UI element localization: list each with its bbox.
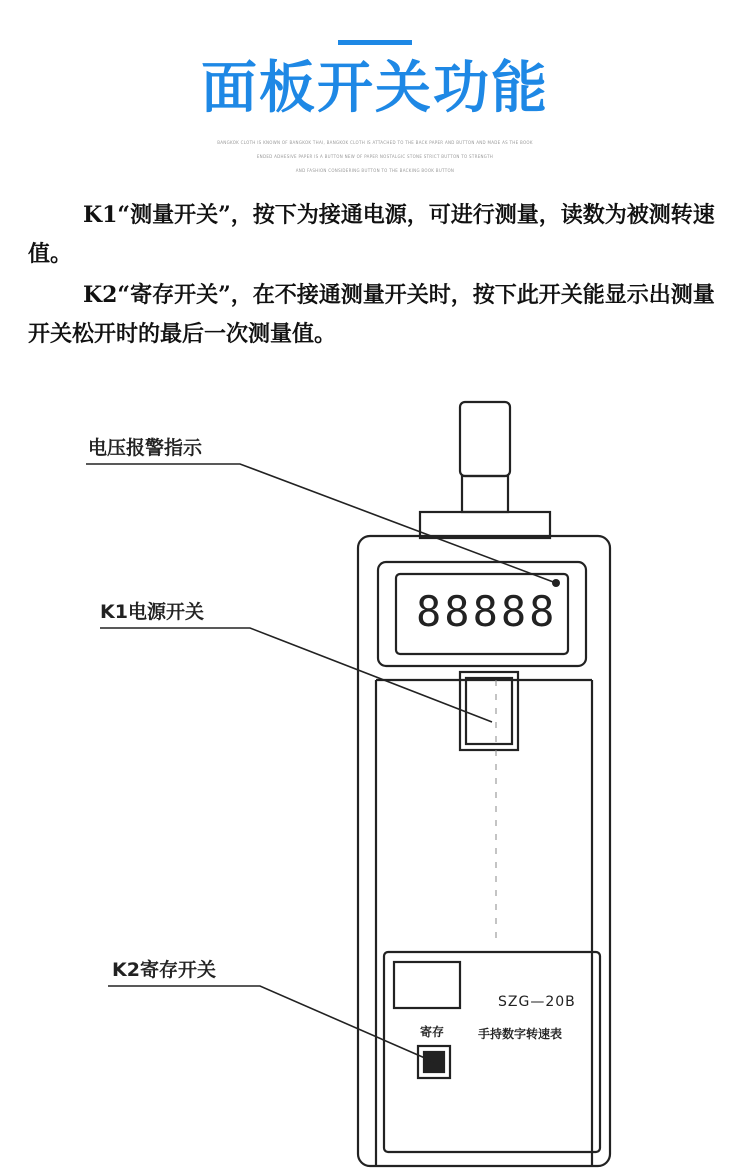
probe-neck [462, 476, 508, 512]
subtitle-line-1: BANGKOK CLOTH IS KNOWN OF BANGKOK THAI, BANGKOK CLOTH IS ATTACHED TO THE BACK PAPER AND BUTTON AND MADE AS THE BOOK [217, 140, 533, 145]
subtitle-line-3: AND FASHION CONSIDERING BUTTON TO THE BACKING BOOK BUTTON [295, 168, 455, 173]
bottom-panel [384, 952, 600, 1152]
label-voltage-alarm: 电压报警指示 [88, 437, 203, 459]
page-title: 面板开关功能 [201, 56, 549, 121]
device-name: 手持数字转速表 [478, 1027, 563, 1041]
label-k1-power: K1电源开关 [100, 601, 204, 623]
label-k2-register: K2寄存开关 [112, 959, 216, 981]
lower-panel [376, 680, 592, 1166]
display-reading: 88888 [416, 587, 558, 636]
leader-voltage-alarm [86, 464, 556, 583]
paragraph-k1: K1“测量开关”，按下为接通电源，可进行测量，读数为被测转速值。 [28, 202, 715, 267]
bottom-window [394, 962, 460, 1008]
tachometer-diagram [0, 380, 750, 1168]
paragraph-k2: K2“寄存开关”，在不接通测量开关时，按下此开关能显示出测量开关松开时的最后一次测量值。 [28, 282, 715, 347]
probe-tip [460, 402, 510, 476]
k1-button-inner [466, 678, 512, 744]
register-label: 寄存 [420, 1025, 445, 1039]
title-accent-bar [338, 40, 412, 45]
probe-collar [420, 512, 550, 538]
model-number: SZG—20B [498, 994, 576, 1010]
leader-k1 [100, 628, 492, 722]
k1-button [460, 672, 518, 750]
subtitle-line-2: ENDED ADHESIVE PAPER IS A BUTTON NEW OF PAPER NOSTALGIC STONE STRICT BUTTON TO STRENGTH [256, 154, 494, 159]
